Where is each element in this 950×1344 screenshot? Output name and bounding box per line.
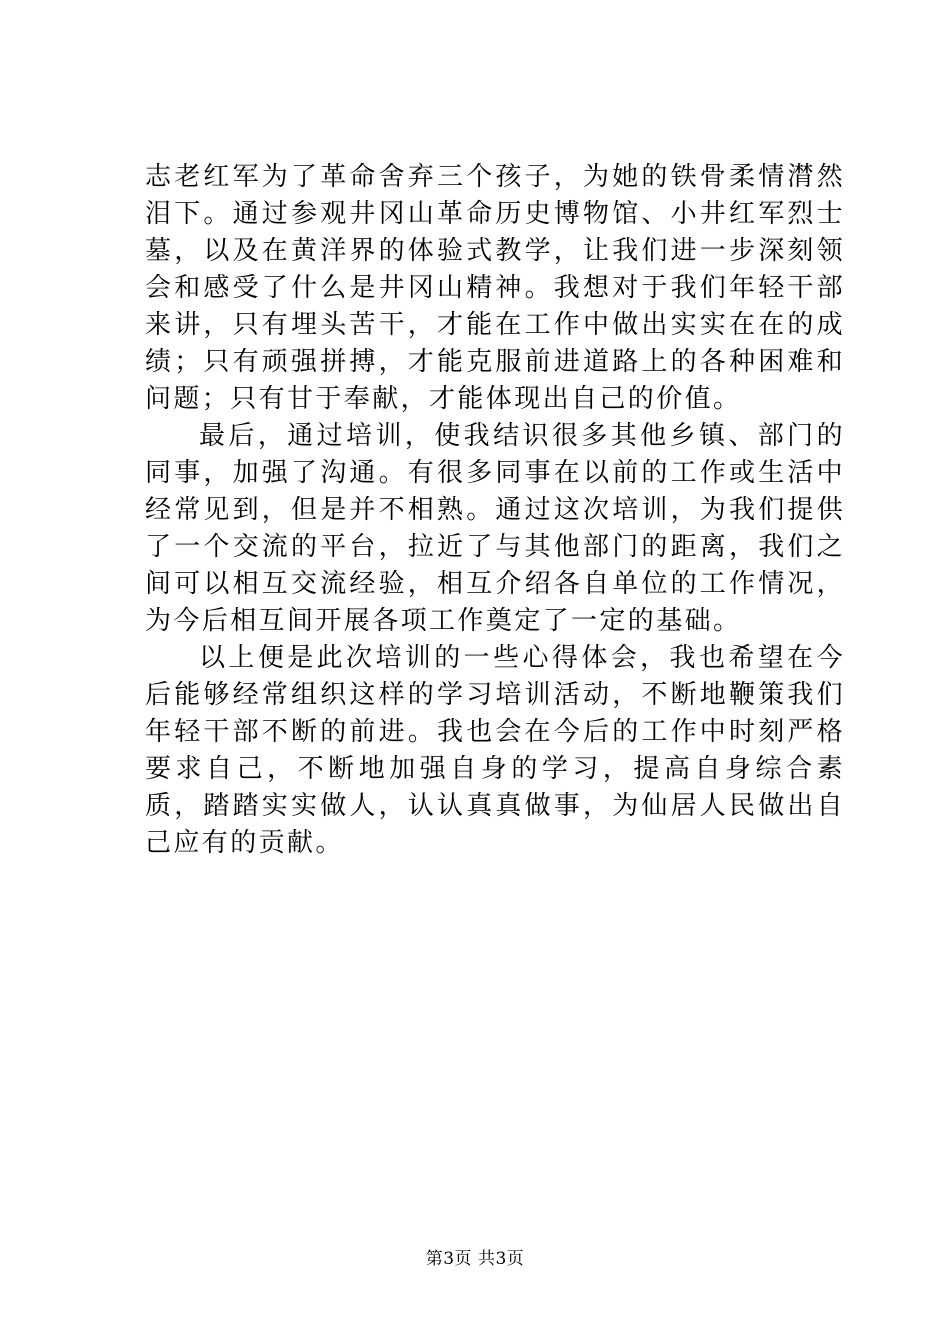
paragraph-continuation: 志老红军为了革命舍弃三个孩子，为她的铁骨柔情潸然泪下。通过参观井冈山革命历史博物馆、小井红军烈士墓，以及在黄洋界的体验式教学，让我们进一步深刻领会和感受了什么是井冈山精神。我想对于我们年轻干部来讲，只有埋头苦干，才能在工作中做出实实在在的成绩；只有顽强拼搏，才能克服前进道路上的各种困难和问题；只有甘于奉献，才能体现出自己的价值。 [145,162,845,414]
document-body [145,159,845,862]
paragraph-conclusion: 以上便是此次培训的一些心得体会，我也希望在今后能够经常组织这样的学习培训活动，不断地鞭策我们年轻干部不断的前进。我也会在今后的工作中时刻严格要求自己，不断地加强自身的学习，提高自身综合素质，踏踏实实做人，认认真真做事，为仙居人民做出自己应有的贡献。 [145,643,845,858]
page-number-footer: 第3页 共3页 [425,1249,525,1269]
paragraph-colleagues: 最后，通过培训，使我结识很多其他乡镇、部门的同事，加强了沟通。有很多同事在以前的工作或生活中经常见到，但是并不相熟。通过这次培训，为我们提供了一个交流的平台，拉近了与其他部门的距离，我们之间可以相互交流经验，相互介绍各自单位的工作情况，为今后相互间开展各项工作奠定了一定的基础。 [145,421,845,636]
